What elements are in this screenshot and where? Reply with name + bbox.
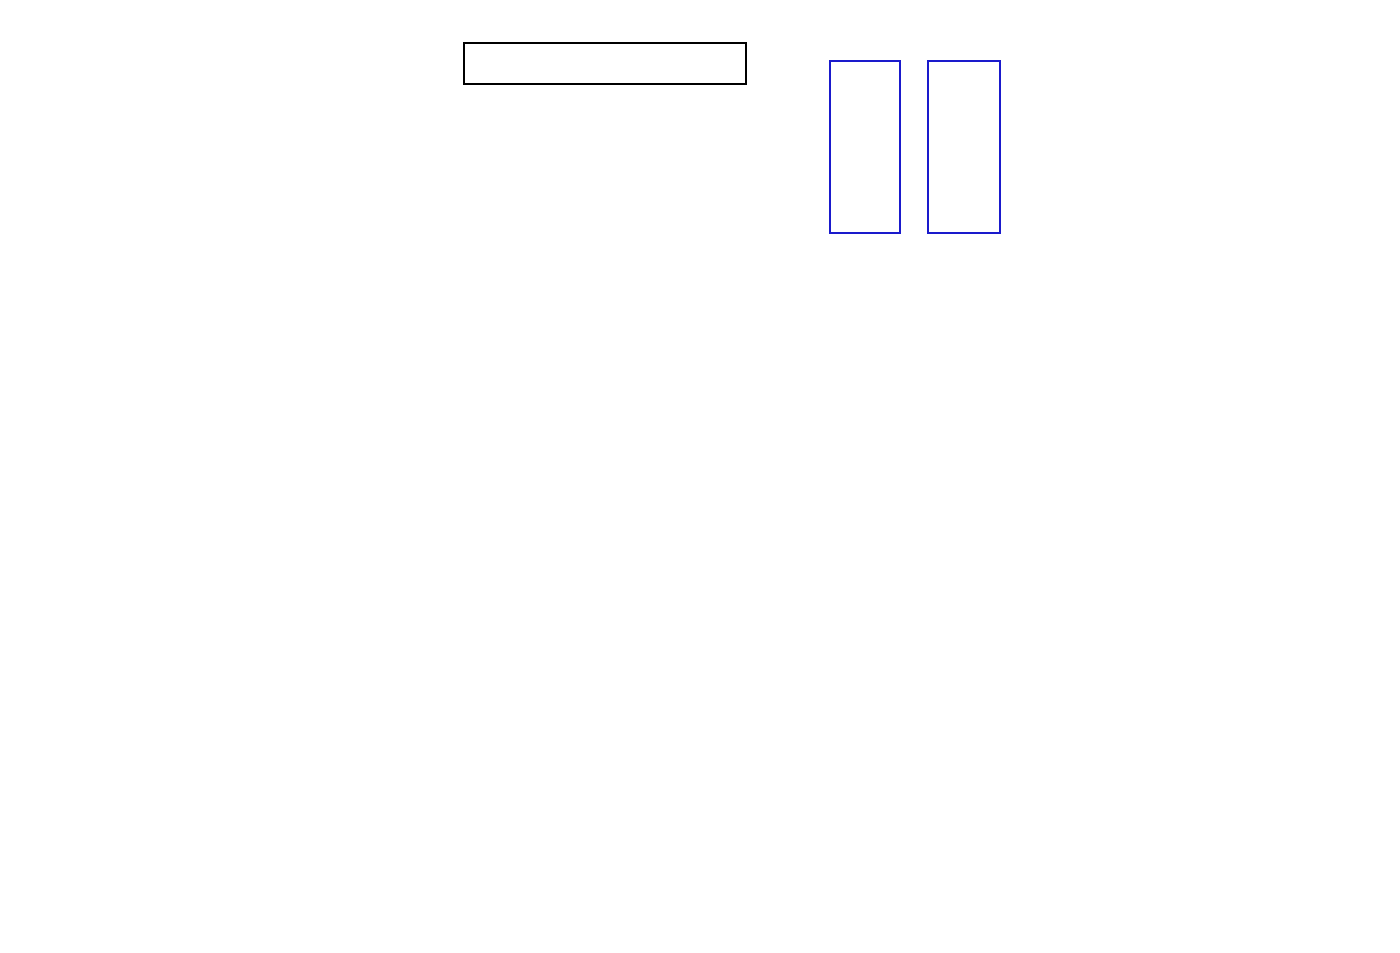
line-fit-zoom-plot xyxy=(1020,42,1360,227)
cutout-g-image xyxy=(408,528,593,688)
clean-image xyxy=(929,62,999,232)
weighted-smoothed-image xyxy=(652,44,743,83)
lineflux-map-plot xyxy=(225,528,415,688)
photz-pdf-plot xyxy=(930,736,1345,936)
weighted-2dspec-image xyxy=(465,44,557,83)
cutout-i-image xyxy=(762,528,947,688)
with-sky-panel xyxy=(829,60,901,234)
clean-image-panel xyxy=(927,60,1001,234)
fiber-positions-plot xyxy=(40,528,235,688)
with-sky-image xyxy=(831,62,899,232)
weighted-pixelflat-image xyxy=(559,44,650,83)
full-spectrum-plot xyxy=(0,258,1400,468)
header-meta xyxy=(1314,6,1330,22)
cutout-z-image xyxy=(939,528,1124,688)
cutout-r-image xyxy=(585,528,770,688)
weighted-sum-row xyxy=(463,42,747,85)
